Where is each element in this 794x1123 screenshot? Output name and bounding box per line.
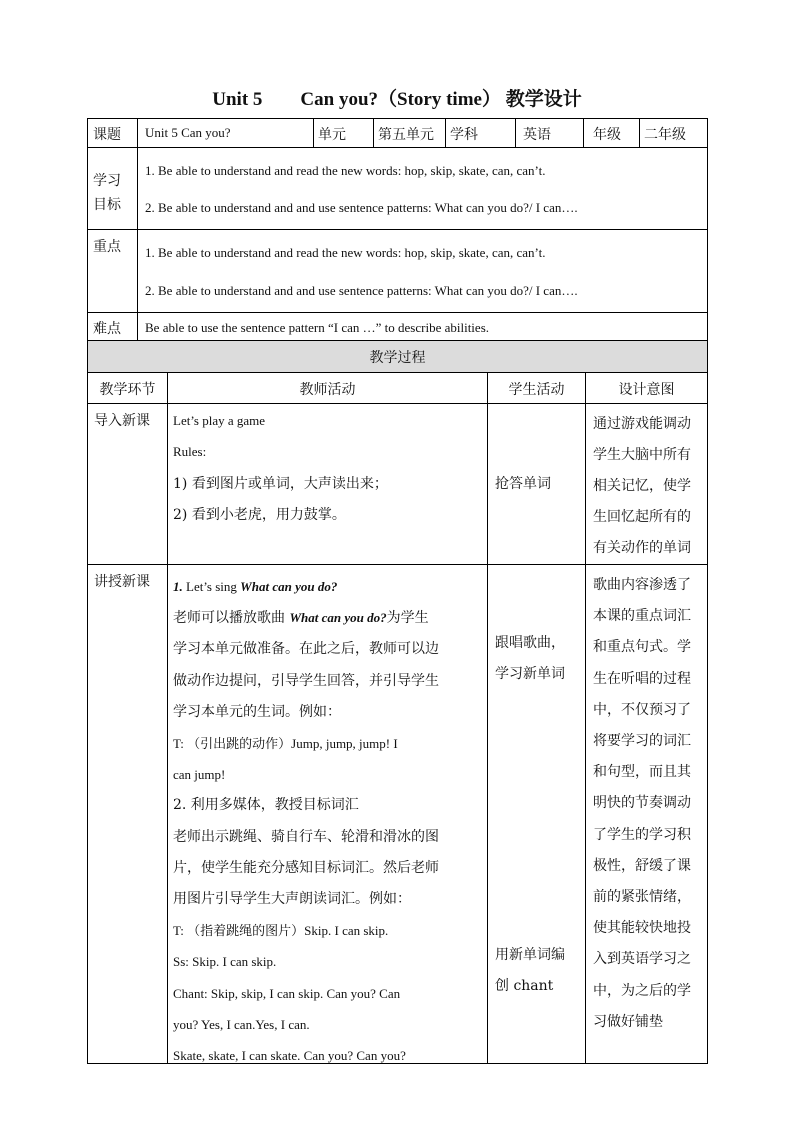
unit-label: 单元 xyxy=(314,119,374,148)
unit-value: 第五单元 xyxy=(374,119,446,148)
student-activity-intro: 抢答单词 xyxy=(488,404,586,565)
key-points-label: 重点 xyxy=(88,230,138,313)
teacher-activity-new-lesson: 1. Let’s sing What can you do? 老师可以播放歌曲 What can you do?为学生 学习本单元做准备。在此之后，教师可以边 做动作边提问，引导学生回答，并引导学生 学习本单元的生词。例如： T: （引出跳的动作）Jump, jump, jump! I can jump! 2. 利用多媒体，教授目标词汇 老师出示跳绳、骑自行车、轮滑和滑冰的图 片，使学生能充分感知目标词汇。然后老师 用图片引导学生大声朗读词汇。例如： T: （指着跳绳的图片）Skip. I can skip. Ss: Skip. I can skip. Chant: Skip, skip, I can skip. Can you? Can you? Yes, I can.Yes, I can. Skate, skate, I can skate. Can you? Can you? xyxy=(168,565,488,1064)
subject-label: 学科 xyxy=(446,119,516,148)
subject-value: 英语 xyxy=(516,119,584,148)
key-point-item: 1. Be able to understand and read the new words: hop, skip, skate, can, can’t. xyxy=(145,245,546,260)
topic-label: 课题 xyxy=(88,119,138,148)
column-header: 教学环节 xyxy=(88,373,168,404)
teacher-activity-intro: Let’s play a game Rules: 1) 看到图片或单词，大声读出来； 2) 看到小老虎，用力鼓掌。 xyxy=(168,404,488,565)
stage-intro: 导入新课 xyxy=(88,404,168,565)
process-table xyxy=(87,340,708,1064)
column-header: 设计意图 xyxy=(586,373,708,404)
intent-new-lesson: 歌曲内容渗透了 本课的重点词汇 和重点句式。学 生在听唱的过程 中，不仅预习了 将要学习的词汇 和句型，而且其 明快的节奏调动 了学生的学习积 极性，舒缓了课 前的紧张情绪， 使其能较快地投 入到英语学习之 中，为之后的学 习做好铺垫 xyxy=(586,565,708,1064)
column-header: 学生活动 xyxy=(488,373,586,404)
column-header: 教师活动 xyxy=(168,373,488,404)
difficulty-label: 难点 xyxy=(88,313,138,341)
grade-value: 二年级 xyxy=(640,119,708,148)
key-points-content xyxy=(138,230,708,313)
goals-label: 学习 目标 xyxy=(88,148,138,230)
process-heading: 教学过程 xyxy=(88,341,708,373)
key-point-item: 2. Be able to understand and and use sentence patterns: What can you do?/ I can…. xyxy=(145,283,578,298)
info-table xyxy=(87,118,708,341)
stage-new-lesson: 讲授新课 xyxy=(88,565,168,1064)
intent-intro: 通过游戏能调动 学生大脑中所有 相关记忆，使学 生回忆起所有的 有关动作的单词 xyxy=(586,404,708,565)
difficulty-content: Be able to use the sentence pattern “I can …” to describe abilities. xyxy=(138,313,708,341)
goal-item: 1. Be able to understand and read the new words: hop, skip, skate, can, can’t. xyxy=(145,163,546,178)
goals-content xyxy=(138,148,708,230)
goal-item: 2. Be able to understand and and use sentence patterns: What can you do?/ I can…. xyxy=(145,200,578,215)
title-unit: Unit 5 xyxy=(212,89,263,110)
grade-label: 年级 xyxy=(584,119,640,148)
document-title xyxy=(0,84,794,111)
student-activity-new-lesson: 跟唱歌曲， 学习新单词 用新单词编 创 chant xyxy=(488,565,586,1064)
title-main: Can you?（Story time） 教学设计 xyxy=(300,89,582,110)
topic-value: Unit 5 Can you? xyxy=(138,119,314,148)
